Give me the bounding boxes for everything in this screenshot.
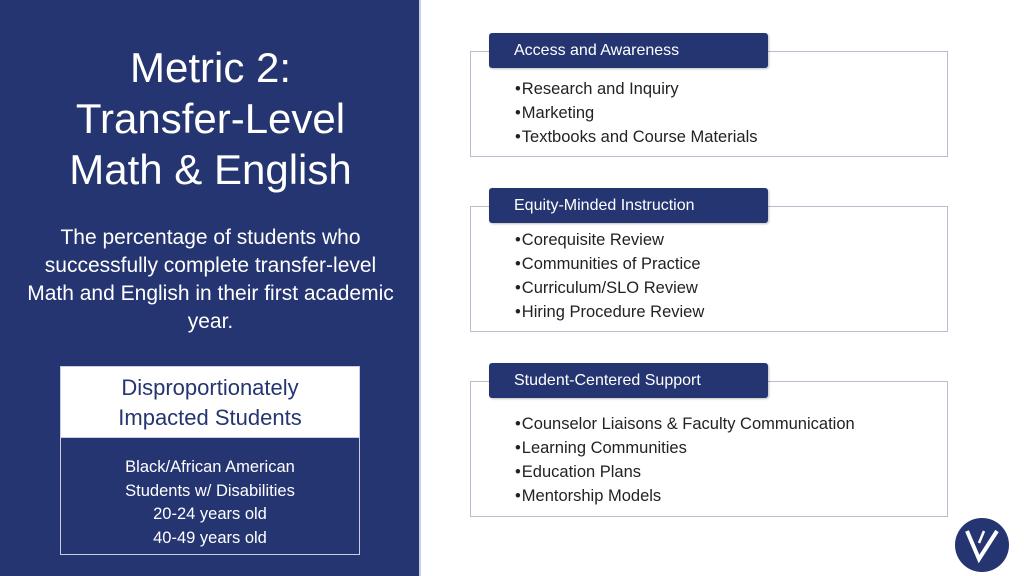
- v-logo-icon: [954, 517, 1010, 573]
- list-item: • Marketing: [515, 101, 757, 125]
- section-item-list: [515, 412, 855, 508]
- disproportionately-impacted-heading: [61, 367, 359, 438]
- list-item: • Communities of Practice: [515, 252, 704, 276]
- left-panel: [0, 0, 421, 576]
- impacted-group: 20-24 years old: [153, 505, 267, 523]
- metric-description: The percentage of students who successfully complete transfer-level Math and English in their first academic year.: [27, 226, 394, 333]
- list-item: • Research and Inquiry: [515, 77, 757, 101]
- impacted-group: Black/African American: [125, 458, 295, 476]
- disproportionately-impacted-box: [60, 366, 360, 555]
- section-item-list: [515, 77, 757, 149]
- section-header-equity-instruction: Equity-Minded Instruction: [489, 188, 768, 223]
- heading-line-1: Disproportionately: [121, 375, 299, 400]
- heading-line-2: Impacted Students: [118, 405, 302, 430]
- section-header-student-support: Student-Centered Support: [489, 363, 768, 398]
- list-item: • Counselor Liaisons & Faculty Communication: [515, 412, 855, 436]
- section-card-equity-instruction: [470, 206, 948, 332]
- section-header-access-awareness: Access and Awareness: [489, 33, 768, 68]
- impacted-groups-list: [61, 438, 359, 550]
- list-item: • Corequisite Review: [515, 228, 704, 252]
- page-title: [0, 42, 421, 195]
- title-line-2: Transfer-Level: [75, 95, 346, 142]
- list-item: • Learning Communities: [515, 436, 855, 460]
- section-item-list: [515, 228, 704, 324]
- section-card-student-support: [470, 381, 948, 517]
- list-item: • Mentorship Models: [515, 484, 855, 508]
- list-item: • Textbooks and Course Materials: [515, 125, 757, 149]
- title-line-3: Math & English: [69, 146, 352, 193]
- title-line-1: Metric 2:: [129, 44, 292, 91]
- impacted-group: 40-49 years old: [153, 528, 267, 547]
- impacted-group: Students w/ Disabilities: [125, 481, 295, 500]
- list-item: • Curriculum/SLO Review: [515, 276, 704, 300]
- list-item: • Education Plans: [515, 460, 855, 484]
- list-item: • Hiring Procedure Review: [515, 300, 704, 324]
